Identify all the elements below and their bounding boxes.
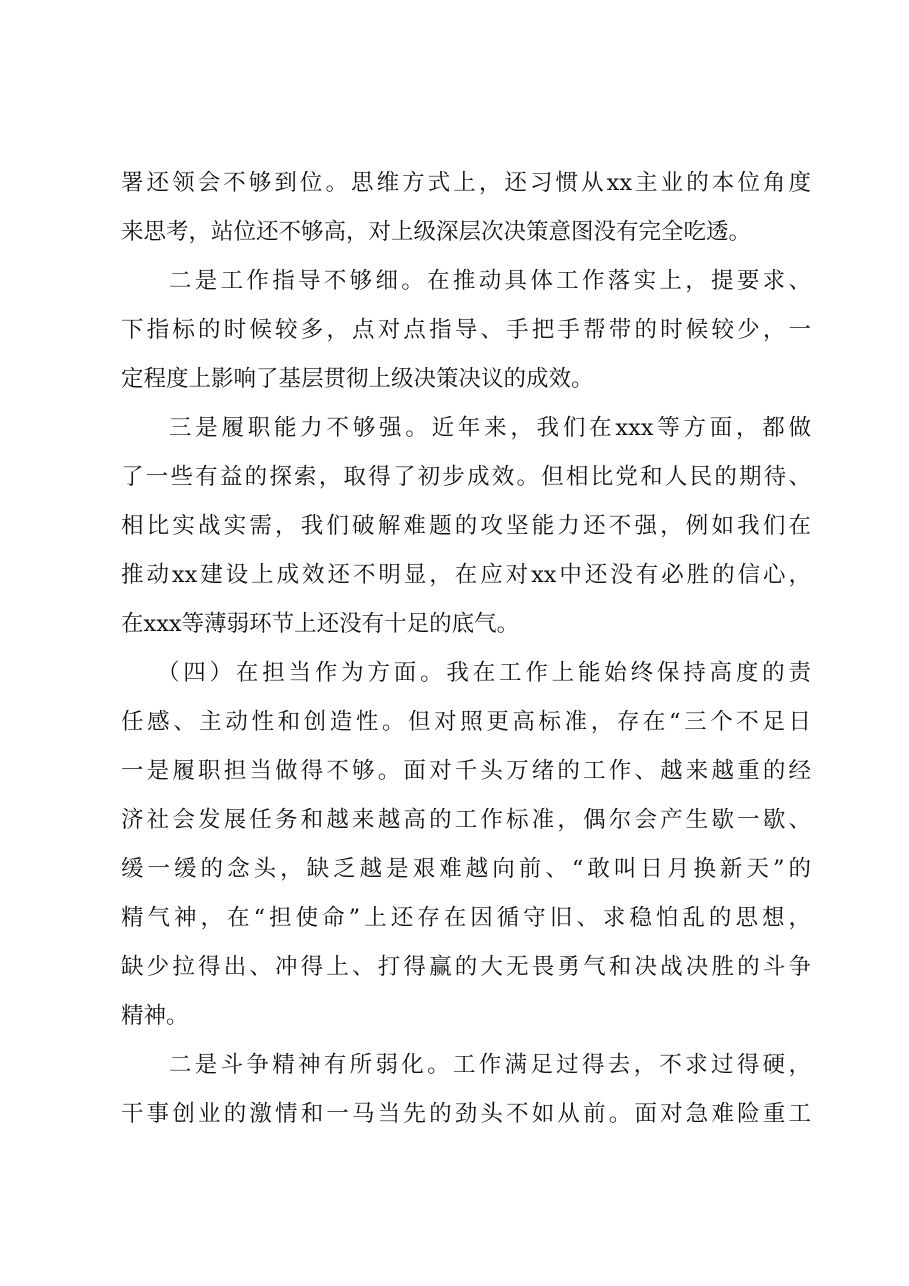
text-line: 了一些有益的探索，取得了初步成效。但相比党和人民的期待、	[121, 464, 811, 490]
text-line: 署还领会不够到位。思维方式上，还习惯从xx主业的本位角度	[121, 170, 811, 196]
text-line: 定程度上影响了基层贯彻上级决策决议的成效。	[121, 366, 594, 392]
text-line: 二是斗争精神有所弱化。工作满足过得去，不求过得硬，	[169, 1052, 811, 1078]
text-line: 干事创业的激情和一马当先的劲头不如从前。面对急难险重工	[121, 1101, 811, 1127]
text-line: 来思考，站位还不够高，对上级深层次决策意图没有完全吃透。	[121, 219, 752, 245]
text-line: 推动xx建设上成效还不明显，在应对xx中还没有必胜的信心，	[121, 562, 811, 588]
text-line: 济社会发展任务和越来越高的工作标准，偶尔会产生歇一歇、	[121, 807, 811, 833]
text-line: 任感、主动性和创造性。但对照更高标准，存在“三个不足日	[121, 709, 811, 735]
text-line: 下指标的时候较多，点对点指导、手把手帮带的时候较少，一	[121, 317, 811, 343]
text-line: 一是履职担当做得不够。面对千头万绪的工作、越来越重的经	[121, 758, 811, 784]
text-line: （四）在担当作为方面。我在工作上能始终保持高度的责	[157, 660, 811, 686]
text-line: 相比实战实需，我们破解难题的攻坚能力还不强，例如我们在	[121, 513, 811, 539]
text-line: 缓一缓的念头，缺乏越是艰难越向前、“敢叫日月换新天”的	[121, 856, 811, 882]
text-line: 二是工作指导不够细。在推动具体工作落实上，提要求、	[169, 268, 811, 294]
text-line: 精神。	[121, 1003, 189, 1029]
text-line: 在xxx等薄弱环节上还没有十足的底气。	[121, 611, 520, 637]
text-line: 三是履职能力不够强。近年来，我们在xxx等方面，都做	[169, 415, 811, 441]
text-line: 精气神，在“担使命”上还存在因循守旧、求稳怕乱的思想，	[121, 905, 811, 931]
text-line: 缺少拉得出、冲得上、打得赢的大无畏勇气和决战决胜的斗争	[121, 954, 811, 980]
